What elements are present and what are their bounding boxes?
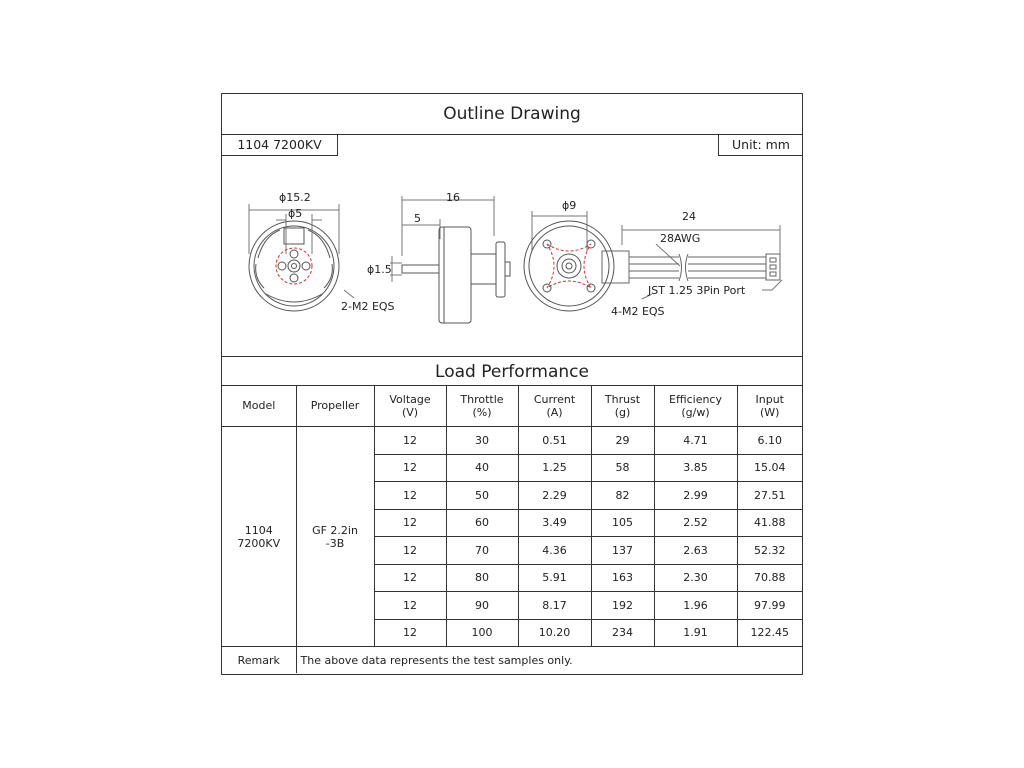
column-header [222,385,296,427]
table-header-row [222,385,802,427]
table-cell: 5.91 [518,564,591,592]
table-cell: 30 [446,427,518,455]
table-cell: 192 [591,592,654,620]
table-cell: 1.25 [518,454,591,482]
table-cell: 58 [591,454,654,482]
header-line: Input [755,392,784,406]
base-diameter-label: ϕ9 [562,199,577,212]
table-cell: 12 [374,454,446,482]
table-cell: 3.49 [518,509,591,537]
shaft-length-label: 5 [414,212,421,225]
header-unit: (W) [760,405,780,419]
table-cell: 2.30 [654,564,737,592]
load-performance-table [222,385,802,673]
outline-title: Outline Drawing [443,104,581,124]
header-unit: (V) [401,405,419,419]
table-cell: 12 [374,537,446,565]
length-label: 16 [446,191,460,204]
table-row [222,427,802,455]
table-cell: 90 [446,592,518,620]
table-cell: 0.51 [518,427,591,455]
table-cell: 12 [374,482,446,510]
table-cell: 70.88 [737,564,802,592]
model-cell [222,427,296,647]
table-cell: 97.99 [737,592,802,620]
header-line: Current [533,392,576,406]
table-cell: 12 [374,427,446,455]
shaft-diameter-label: ϕ1.5 [367,263,392,276]
header-unit: (A) [546,405,563,419]
motor-bottom-view [524,221,614,311]
column-header [518,385,591,427]
table-cell: 6.10 [737,427,802,455]
divider [222,356,802,357]
column-header [737,385,802,427]
table-cell: 122.45 [737,619,802,647]
table-cell: 10.20 [518,619,591,647]
model-line: 1104 [244,523,273,537]
propeller-line: -3B [325,536,345,550]
table-cell: 2.29 [518,482,591,510]
header-line: Voltage [389,392,431,406]
table-cell: 80 [446,564,518,592]
header-line: Efficiency [669,392,722,406]
cable-length-label: 24 [682,210,696,223]
motor-side-view [402,227,510,323]
column-header [374,385,446,427]
outer-diameter-label: ϕ15.2 [279,191,311,204]
connector-label: JST 1.25 3Pin Port [648,284,746,297]
table-cell: 4.36 [518,537,591,565]
header-unit: (g/w) [681,405,710,419]
table-cell: 15.04 [737,454,802,482]
table-cell: 100 [446,619,518,647]
column-header [446,385,518,427]
table-cell: 12 [374,619,446,647]
remark-label: Remark [222,647,296,674]
right-mount-label: 4-M2 EQS [611,305,665,318]
table-cell: 12 [374,509,446,537]
table-cell: 8.17 [518,592,591,620]
header-line: Propeller [310,399,360,412]
table-cell: 2.99 [654,482,737,510]
table-cell: 41.88 [737,509,802,537]
remark-row [222,647,802,674]
model-line: 7200KV [237,536,281,550]
header-line: Throttle [460,392,504,406]
propeller-cell [296,427,374,647]
motor-outline-drawing [222,94,802,356]
table-cell: 234 [591,619,654,647]
header-line: Model [242,399,276,412]
table-cell: 12 [374,564,446,592]
spec-sheet [221,93,803,675]
table-cell: 1.96 [654,592,737,620]
motor-top-view [249,221,339,311]
table-cell: 40 [446,454,518,482]
table-cell: 2.52 [654,509,737,537]
table-cell: 52.32 [737,537,802,565]
inner-diameter-label: ϕ5 [288,207,303,220]
table-cell: 3.85 [654,454,737,482]
table-cell: 27.51 [737,482,802,510]
column-header [654,385,737,427]
table-cell: 82 [591,482,654,510]
table-cell: 29 [591,427,654,455]
column-header [296,385,374,427]
table-cell: 12 [374,592,446,620]
table-cell: 4.71 [654,427,737,455]
header-unit: (%) [472,405,492,419]
header-unit: (g) [614,405,631,419]
header-line: Thrust [604,392,641,406]
performance-title: Load Performance [435,362,589,382]
table-cell: 163 [591,564,654,592]
wire-gauge-label: 28AWG [660,232,701,245]
propeller-line: GF 2.2in [312,523,358,537]
table-cell: 1.91 [654,619,737,647]
table-cell: 105 [591,509,654,537]
table-cell: 50 [446,482,518,510]
remark-text: The above data represents the test samples only. [296,647,802,674]
table-cell: 60 [446,509,518,537]
left-mount-label: 2-M2 EQS [341,300,395,313]
unit-tag: Unit: mm [718,135,803,156]
column-header [591,385,654,427]
cable [602,251,780,283]
model-tag: 1104 7200KV [222,135,338,156]
table-cell: 70 [446,537,518,565]
table-cell: 2.63 [654,537,737,565]
table-cell: 137 [591,537,654,565]
